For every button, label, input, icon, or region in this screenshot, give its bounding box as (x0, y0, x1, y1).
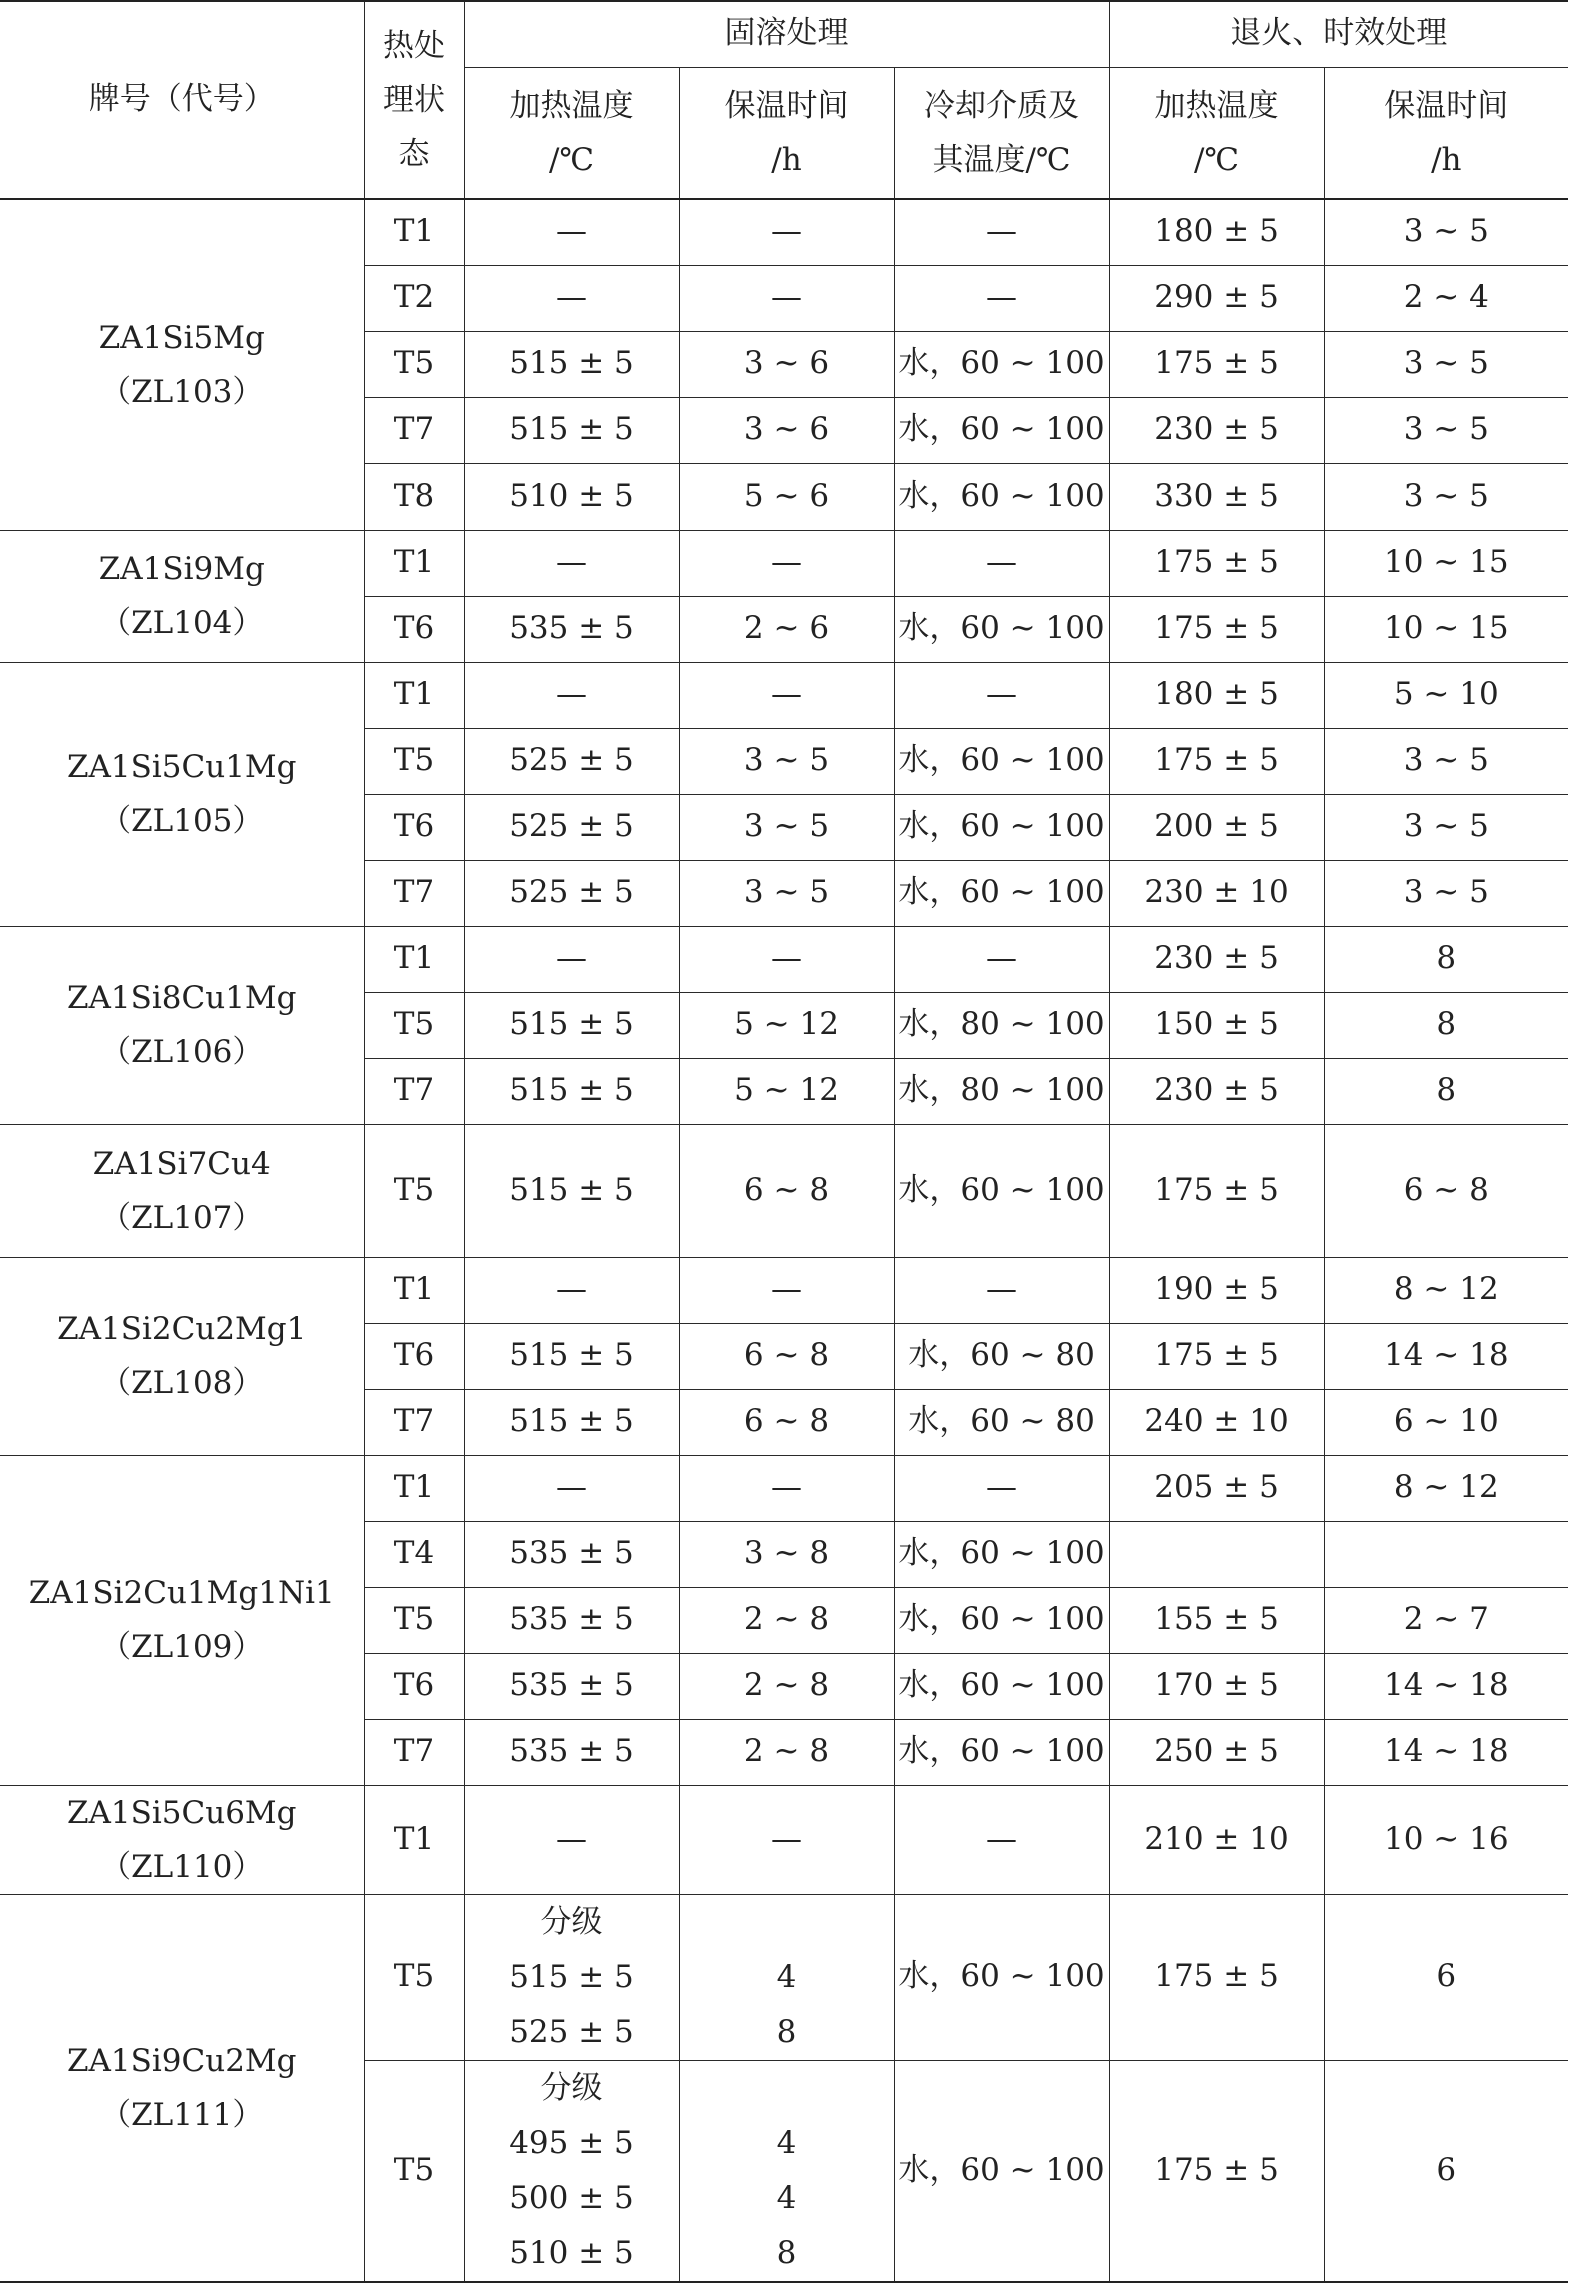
grade-line: ZA1Si5Cu6Mg (66, 1794, 297, 1831)
state-cell: T5 (364, 728, 464, 794)
grade-line: （ZL108） (100, 1365, 264, 1401)
state-cell: T7 (364, 1058, 464, 1124)
state-cell: T4 (364, 1521, 464, 1587)
grade-line: （ZL109） (100, 1629, 264, 1665)
cool-cell: 水，60 ~ 100 (894, 860, 1109, 926)
cool-cell: — (894, 265, 1109, 331)
stack-line: 分级 (540, 1903, 603, 1940)
sol-time-cell: 3 ~ 5 (679, 860, 894, 926)
sol-temp-cell: 525 ± 5 (464, 728, 679, 794)
state-cell: T1 (364, 926, 464, 992)
age-temp-cell: 175 ± 5 (1109, 1894, 1324, 2060)
grade-line: （ZL111） (100, 2096, 264, 2133)
sol-time-cell: 2 ~ 8 (679, 1653, 894, 1719)
sol-temp-cell: — (464, 926, 679, 992)
cool-cell: 水，60 ~ 100 (894, 596, 1109, 662)
age-time-cell: 6 (1324, 1894, 1568, 2060)
cool-cell: — (894, 1455, 1109, 1521)
age-temp-cell: 175 ± 5 (1109, 728, 1324, 794)
age-time-cell: 8 (1324, 1058, 1568, 1124)
sol-temp-cell: 515 ± 5 (464, 397, 679, 463)
age-temp-cell (1109, 1521, 1324, 1587)
state-cell: T7 (364, 860, 464, 926)
grade-line: ZA1Si9Mg (98, 551, 265, 587)
sol-time-cell: 3 ~ 6 (679, 331, 894, 397)
sol-time-cell: 6 ~ 8 (679, 1389, 894, 1455)
cool-cell: 水，60 ~ 100 (894, 728, 1109, 794)
cool-cell: 水，60 ~ 100 (894, 1521, 1109, 1587)
grade-line: （ZL110） (100, 1848, 264, 1885)
grade-cell (0, 1124, 364, 1257)
sol-temp-cell: — (464, 199, 679, 265)
header-line: /h (1431, 141, 1462, 178)
header-line: /℃ (548, 141, 595, 178)
age-temp-cell: 180 ± 5 (1109, 662, 1324, 728)
cool-cell: 水，60 ~ 100 (894, 463, 1109, 530)
grade-cell (0, 530, 364, 662)
stack-line: 分级 (540, 2069, 603, 2106)
state-cell: T5 (364, 1587, 464, 1653)
sol-temp-cell: 535 ± 5 (464, 1653, 679, 1719)
cool-cell: — (894, 1785, 1109, 1894)
age-time-cell (1324, 1521, 1568, 1587)
grade-line: ZA1Si5Cu1Mg (66, 749, 297, 785)
sol-time-cell: 2 ~ 6 (679, 596, 894, 662)
grade-line: （ZL105） (100, 803, 264, 839)
state-cell: T1 (364, 1455, 464, 1521)
age-temp-cell: 230 ± 5 (1109, 1058, 1324, 1124)
age-time-cell: 8 (1324, 992, 1568, 1058)
sol-time-cell: — (679, 1455, 894, 1521)
cool-cell: — (894, 662, 1109, 728)
state-cell: T1 (364, 662, 464, 728)
cool-cell: 水，60 ~ 100 (894, 1587, 1109, 1653)
sol-temp-cell: — (464, 530, 679, 596)
header-line: /h (771, 141, 802, 178)
sol-temp-cell: — (464, 265, 679, 331)
sol-time-cell: — (679, 530, 894, 596)
sol-temp-cell: 515 ± 5 (464, 1124, 679, 1257)
cool-cell: — (894, 530, 1109, 596)
grade-cell (0, 1785, 364, 1894)
age-time-cell: 10 ~ 16 (1324, 1785, 1568, 1894)
stack-line: 4 (776, 2179, 797, 2216)
sol-time-cell: 6 ~ 8 (679, 1323, 894, 1389)
header-line: 加热温度 (1154, 87, 1279, 124)
sol-time-cell: — (679, 926, 894, 992)
age-time-cell: 10 ~ 15 (1324, 596, 1568, 662)
sol-time-cell (679, 1894, 894, 2060)
cool-cell: — (894, 199, 1109, 265)
age-temp-cell: 205 ± 5 (1109, 1455, 1324, 1521)
sol-time-cell: — (679, 199, 894, 265)
sol-temp-cell: — (464, 1257, 679, 1323)
age-time-cell: 2 ~ 4 (1324, 265, 1568, 331)
age-time-cell: 3 ~ 5 (1324, 794, 1568, 860)
header-state-line: 态 (398, 136, 430, 172)
age-time-cell: 8 ~ 12 (1324, 1257, 1568, 1323)
sol-temp-cell (464, 1894, 679, 2060)
table-row (0, 1894, 1568, 2060)
state-cell: T6 (364, 1323, 464, 1389)
sol-temp-cell: 525 ± 5 (464, 794, 679, 860)
age-time-cell: 8 ~ 12 (1324, 1455, 1568, 1521)
state-cell: T7 (364, 1389, 464, 1455)
cool-cell: 水，60 ~ 100 (894, 794, 1109, 860)
sol-temp-cell: 515 ± 5 (464, 992, 679, 1058)
age-temp-cell: 200 ± 5 (1109, 794, 1324, 860)
sol-temp-cell: 535 ± 5 (464, 596, 679, 662)
table-row (0, 530, 1568, 596)
state-cell: T6 (364, 794, 464, 860)
stack-line: 500 ± 5 (509, 2179, 634, 2216)
sol-time-cell: — (679, 1257, 894, 1323)
stack-line: 4 (776, 1958, 797, 1995)
age-time-cell: 3 ~ 5 (1324, 397, 1568, 463)
header-sol-temp (464, 67, 679, 199)
header-state-line: 理状 (383, 82, 445, 118)
age-time-cell: 3 ~ 5 (1324, 860, 1568, 926)
state-cell: T1 (364, 199, 464, 265)
age-time-cell: 10 ~ 15 (1324, 530, 1568, 596)
state-cell: T1 (364, 530, 464, 596)
grade-line: （ZL104） (100, 605, 264, 641)
sol-time-cell: — (679, 265, 894, 331)
age-time-cell: 3 ~ 5 (1324, 199, 1568, 265)
age-time-cell: 3 ~ 5 (1324, 728, 1568, 794)
grade-line: ZA1Si9Cu2Mg (66, 2042, 297, 2079)
sol-time-cell: — (679, 662, 894, 728)
age-temp-cell: 230 ± 5 (1109, 397, 1324, 463)
age-time-cell: 6 (1324, 2060, 1568, 2282)
sol-temp-cell: 515 ± 5 (464, 1058, 679, 1124)
cool-cell: 水，60 ~ 100 (894, 1653, 1109, 1719)
header-line: 其温度/℃ (932, 141, 1071, 178)
cool-cell: 水，80 ~ 100 (894, 992, 1109, 1058)
header-state-line: 热处 (383, 28, 445, 64)
age-time-cell: 3 ~ 5 (1324, 463, 1568, 530)
cool-cell: 水，80 ~ 100 (894, 1058, 1109, 1124)
header-line: 加热温度 (509, 87, 634, 124)
header-line: 保温时间 (1384, 87, 1509, 124)
sol-time-cell: 6 ~ 8 (679, 1124, 894, 1257)
sol-temp-cell: — (464, 1785, 679, 1894)
age-temp-cell: 330 ± 5 (1109, 463, 1324, 530)
sol-time-cell (679, 2060, 894, 2282)
grade-line: （ZL106） (100, 1034, 264, 1070)
stack-line: 8 (776, 2013, 797, 2050)
stack-line: 495 ± 5 (509, 2124, 634, 2161)
sol-time-cell: 5 ~ 6 (679, 463, 894, 530)
state-cell: T5 (364, 1894, 464, 2060)
cool-cell: 水，60 ~ 100 (894, 1124, 1109, 1257)
grade-line: ZA1Si2Cu2Mg1 (57, 1311, 307, 1347)
stack-line (680, 1895, 894, 1950)
cool-cell: 水，60 ~ 100 (894, 1894, 1109, 2060)
age-temp-cell: 250 ± 5 (1109, 1719, 1324, 1785)
cool-cell: — (894, 1257, 1109, 1323)
age-temp-cell: 175 ± 5 (1109, 331, 1324, 397)
age-temp-cell: 175 ± 5 (1109, 2060, 1324, 2282)
grade-line: （ZL103） (100, 373, 264, 410)
age-time-cell: 6 ~ 10 (1324, 1389, 1568, 1455)
header-age-temp (1109, 67, 1324, 199)
age-temp-cell: 230 ± 5 (1109, 926, 1324, 992)
header-line: 冷却介质及 (924, 87, 1080, 124)
state-cell: T8 (364, 463, 464, 530)
sol-time-cell: 5 ~ 12 (679, 1058, 894, 1124)
age-time-cell: 14 ~ 18 (1324, 1653, 1568, 1719)
sol-temp-cell: 535 ± 5 (464, 1587, 679, 1653)
grade-cell (0, 926, 364, 1124)
stack-line: 525 ± 5 (509, 2013, 634, 2050)
state-cell: T5 (364, 2060, 464, 2282)
cool-cell: 水，60 ~ 100 (894, 1719, 1109, 1785)
grade-line: ZA1Si2Cu1Mg1Ni1 (28, 1575, 335, 1611)
sol-temp-cell: 515 ± 5 (464, 331, 679, 397)
grade-cell (0, 1894, 364, 2282)
age-temp-cell: 175 ± 5 (1109, 530, 1324, 596)
header-solution-group: 固溶处理 (464, 1, 1109, 67)
cool-cell: 水，60 ~ 100 (894, 331, 1109, 397)
state-cell: T2 (364, 265, 464, 331)
age-time-cell: 2 ~ 7 (1324, 1587, 1568, 1653)
table-row (0, 199, 1568, 265)
table-body (0, 199, 1568, 2282)
sol-time-cell: 3 ~ 6 (679, 397, 894, 463)
cool-cell: — (894, 926, 1109, 992)
cool-cell: 水，60 ~ 80 (894, 1389, 1109, 1455)
age-temp-cell: 150 ± 5 (1109, 992, 1324, 1058)
header-sol-time (679, 67, 894, 199)
sol-time-cell: — (679, 1785, 894, 1894)
age-time-cell: 6 ~ 8 (1324, 1124, 1568, 1257)
sol-temp-cell: — (464, 1455, 679, 1521)
state-cell: T1 (364, 1257, 464, 1323)
sol-time-cell: 3 ~ 5 (679, 728, 894, 794)
sol-temp-cell (464, 2060, 679, 2282)
header-line: /℃ (1193, 141, 1240, 178)
table-row (0, 1124, 1568, 1257)
state-cell: T5 (364, 992, 464, 1058)
cool-cell: 水，60 ~ 100 (894, 397, 1109, 463)
stack-line: 8 (776, 2234, 797, 2271)
header-aging-group: 退火、时效处理 (1109, 1, 1568, 67)
table-row (0, 662, 1568, 728)
grade-cell (0, 1455, 364, 1785)
sol-time-cell: 2 ~ 8 (679, 1587, 894, 1653)
age-time-cell: 3 ~ 5 (1324, 331, 1568, 397)
grade-line: ZA1Si8Cu1Mg (66, 980, 297, 1016)
age-temp-cell: 190 ± 5 (1109, 1257, 1324, 1323)
stack-line (680, 2061, 894, 2116)
age-temp-cell: 175 ± 5 (1109, 1124, 1324, 1257)
stack-line: 510 ± 5 (509, 2234, 634, 2271)
age-temp-cell: 210 ± 10 (1109, 1785, 1324, 1894)
sol-temp-cell: 515 ± 5 (464, 1323, 679, 1389)
header-age-time (1324, 67, 1568, 199)
state-cell: T6 (364, 1653, 464, 1719)
header-grade: 牌号（代号） (0, 1, 364, 199)
age-time-cell: 5 ~ 10 (1324, 662, 1568, 728)
header-state (364, 1, 464, 199)
age-temp-cell: 175 ± 5 (1109, 1323, 1324, 1389)
table-row (0, 926, 1568, 992)
cool-cell: 水，60 ~ 100 (894, 2060, 1109, 2282)
grade-cell (0, 662, 364, 926)
sol-time-cell: 3 ~ 5 (679, 794, 894, 860)
sol-temp-cell: 535 ± 5 (464, 1521, 679, 1587)
stack-line: 4 (776, 2124, 797, 2161)
state-cell: T6 (364, 596, 464, 662)
grade-cell (0, 199, 364, 530)
state-cell: T5 (364, 331, 464, 397)
header-line: 保温时间 (724, 87, 849, 124)
sol-temp-cell: 510 ± 5 (464, 463, 679, 530)
header-sol-cool (894, 67, 1109, 199)
state-cell: T7 (364, 397, 464, 463)
state-cell: T5 (364, 1124, 464, 1257)
stack-line: 515 ± 5 (509, 1958, 634, 1995)
age-temp-cell: 155 ± 5 (1109, 1587, 1324, 1653)
sol-time-cell: 2 ~ 8 (679, 1719, 894, 1785)
state-cell: T7 (364, 1719, 464, 1785)
table-row (0, 1785, 1568, 1894)
age-time-cell: 14 ~ 18 (1324, 1719, 1568, 1785)
table-row (0, 1257, 1568, 1323)
table-row (0, 1455, 1568, 1521)
sol-time-cell: 5 ~ 12 (679, 992, 894, 1058)
age-temp-cell: 170 ± 5 (1109, 1653, 1324, 1719)
age-temp-cell: 175 ± 5 (1109, 596, 1324, 662)
cool-cell: 水，60 ~ 80 (894, 1323, 1109, 1389)
sol-temp-cell: 525 ± 5 (464, 860, 679, 926)
sol-temp-cell: 535 ± 5 (464, 1719, 679, 1785)
age-temp-cell: 180 ± 5 (1109, 199, 1324, 265)
grade-line: （ZL107） (100, 1199, 264, 1236)
sol-time-cell: 3 ~ 8 (679, 1521, 894, 1587)
age-temp-cell: 240 ± 10 (1109, 1389, 1324, 1455)
state-cell: T1 (364, 1785, 464, 1894)
sol-temp-cell: — (464, 662, 679, 728)
grade-line: ZA1Si5Mg (98, 319, 265, 356)
age-time-cell: 14 ~ 18 (1324, 1323, 1568, 1389)
grade-line: ZA1Si7Cu4 (92, 1145, 271, 1182)
grade-cell (0, 1257, 364, 1455)
age-temp-cell: 290 ± 5 (1109, 265, 1324, 331)
age-time-cell: 8 (1324, 926, 1568, 992)
age-temp-cell: 230 ± 10 (1109, 860, 1324, 926)
sol-temp-cell: 515 ± 5 (464, 1389, 679, 1455)
